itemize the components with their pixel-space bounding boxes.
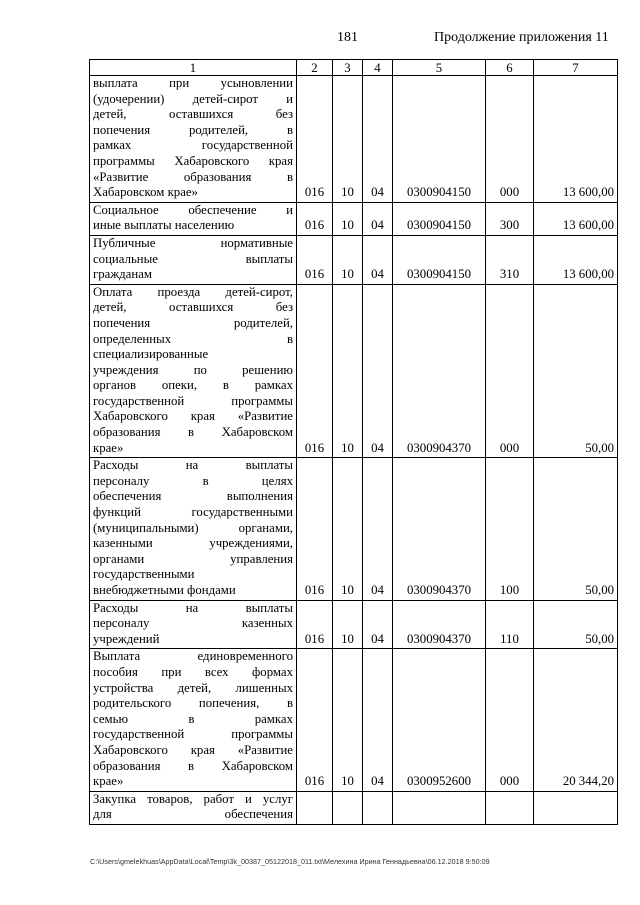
table-row bbox=[90, 202, 618, 235]
table-row bbox=[90, 791, 618, 824]
description-line: обеспечения выполнения bbox=[93, 489, 293, 504]
description-line: Расходы на выплаты bbox=[93, 600, 293, 615]
table-header-row bbox=[90, 60, 618, 76]
col-header: 6 bbox=[486, 60, 534, 76]
section-code-cell: 10 bbox=[333, 76, 363, 203]
row-description bbox=[90, 600, 297, 649]
col-header: 1 bbox=[90, 60, 297, 76]
section-code-cell: 10 bbox=[333, 284, 363, 458]
section-code-cell: 10 bbox=[333, 202, 363, 235]
expense-type-code-cell: 100 bbox=[486, 458, 534, 600]
description-line: Выплата единовременного bbox=[93, 649, 293, 664]
file-path-footer: C:\Users\gmelekhuas\AppData\Local\Temp\3k_00387_05122018_011.txt\Мелехина Ирина Геннадьевна\06.12.2018 9:50:09 bbox=[90, 857, 490, 866]
section-code-cell: 10 bbox=[333, 458, 363, 600]
target-article-code-cell bbox=[393, 791, 486, 824]
description-line: государственными bbox=[93, 567, 195, 582]
expense-type-code-cell: 310 bbox=[486, 235, 534, 284]
amount-cell: 50,00 bbox=[534, 600, 618, 649]
expense-type-code-cell: 000 bbox=[486, 649, 534, 791]
subsection-code-cell: 04 bbox=[363, 284, 393, 458]
description-line: родительского попечения, в bbox=[93, 696, 293, 711]
subsection-code-cell: 04 bbox=[363, 458, 393, 600]
ministry-code-cell: 016 bbox=[297, 458, 333, 600]
description-line: государственной программы bbox=[93, 393, 293, 408]
budget-table bbox=[89, 59, 618, 825]
target-article-code-cell: 0300904370 bbox=[393, 458, 486, 600]
amount-cell: 13 600,00 bbox=[534, 235, 618, 284]
description-line: образования в Хабаровском bbox=[93, 425, 293, 440]
section-code-cell: 10 bbox=[333, 649, 363, 791]
subsection-code-cell: 04 bbox=[363, 600, 393, 649]
description-line: семью в рамках bbox=[93, 711, 293, 726]
col-header: 2 bbox=[297, 60, 333, 76]
description-line: государственной программы bbox=[93, 727, 293, 742]
ministry-code-cell: 016 bbox=[297, 600, 333, 649]
description-line: гражданам bbox=[93, 267, 152, 282]
description-line: для обеспечения bbox=[93, 807, 293, 822]
expense-type-code-cell bbox=[486, 791, 534, 824]
expense-type-code-cell: 000 bbox=[486, 76, 534, 203]
row-description bbox=[90, 202, 297, 235]
description-line: детей, оставшихся без bbox=[93, 300, 293, 315]
ministry-code-cell bbox=[297, 791, 333, 824]
section-code-cell bbox=[333, 791, 363, 824]
description-line: рамках государственной bbox=[93, 138, 293, 153]
description-line: учреждений bbox=[93, 631, 160, 646]
subsection-code-cell: 04 bbox=[363, 76, 393, 203]
description-line: (удочерении) детей-сирот и bbox=[93, 91, 293, 106]
description-line: Закупка товаров, работ и услуг bbox=[93, 791, 293, 806]
col-header: 7 bbox=[534, 60, 618, 76]
description-line: выплата при усыновлении bbox=[93, 76, 293, 90]
amount-cell bbox=[534, 791, 618, 824]
subsection-code-cell: 04 bbox=[363, 202, 393, 235]
amount-cell: 50,00 bbox=[534, 458, 618, 600]
target-article-code-cell: 0300904370 bbox=[393, 284, 486, 458]
table-row bbox=[90, 235, 618, 284]
description-line: Социальное обеспечение и bbox=[93, 202, 293, 217]
table-row bbox=[90, 284, 618, 458]
row-description bbox=[90, 284, 297, 458]
description-line: персоналу в целях bbox=[93, 473, 293, 488]
description-line: функций государственными bbox=[93, 505, 293, 520]
table-row bbox=[90, 76, 618, 203]
description-line: органов опеки, в рамках bbox=[93, 378, 293, 393]
description-line: попечения родителей, в bbox=[93, 122, 293, 137]
description-line: учреждения по решению bbox=[93, 362, 293, 377]
description-line: внебюджетными фондами bbox=[93, 583, 236, 597]
description-line: «Развитие образования в bbox=[93, 169, 293, 184]
table-row bbox=[90, 600, 618, 649]
expense-type-code-cell: 300 bbox=[486, 202, 534, 235]
table-row bbox=[90, 458, 618, 600]
description-line: Хабаровского края «Развитие bbox=[93, 409, 293, 424]
col-header: 4 bbox=[363, 60, 393, 76]
ministry-code-cell: 016 bbox=[297, 76, 333, 203]
section-code-cell: 10 bbox=[333, 235, 363, 284]
description-line: попечения родителей, bbox=[93, 315, 293, 330]
ministry-code-cell: 016 bbox=[297, 649, 333, 791]
description-line: персоналу казенных bbox=[93, 616, 293, 631]
description-line: устройства детей, лишенных bbox=[93, 680, 293, 695]
continuation-title: Продолжение приложения 11 bbox=[434, 30, 609, 45]
description-line: Хабаровском крае» bbox=[93, 185, 198, 200]
col-header: 3 bbox=[333, 60, 363, 76]
ministry-code-cell: 016 bbox=[297, 235, 333, 284]
description-line: Расходы на выплаты bbox=[93, 458, 293, 473]
ministry-code-cell: 016 bbox=[297, 284, 333, 458]
subsection-code-cell: 04 bbox=[363, 235, 393, 284]
row-description bbox=[90, 76, 297, 203]
ministry-code-cell: 016 bbox=[297, 202, 333, 235]
expense-type-code-cell: 110 bbox=[486, 600, 534, 649]
subsection-code-cell bbox=[363, 791, 393, 824]
page-number: 181 bbox=[337, 30, 358, 45]
col-header: 5 bbox=[393, 60, 486, 76]
row-description bbox=[90, 791, 297, 824]
target-article-code-cell: 0300904150 bbox=[393, 76, 486, 203]
description-line: детей, оставшихся без bbox=[93, 107, 293, 122]
description-line: (муниципальными) органами, bbox=[93, 520, 293, 535]
description-line: определенных в bbox=[93, 331, 293, 346]
target-article-code-cell: 0300904150 bbox=[393, 235, 486, 284]
description-line: специализированные bbox=[93, 347, 209, 362]
description-line: социальные выплаты bbox=[93, 251, 293, 266]
description-line: иные выплаты населению bbox=[93, 218, 235, 233]
table-body bbox=[90, 76, 618, 825]
target-article-code-cell: 0300904370 bbox=[393, 600, 486, 649]
description-line: крае» bbox=[93, 774, 124, 789]
amount-cell: 13 600,00 bbox=[534, 202, 618, 235]
subsection-code-cell: 04 bbox=[363, 649, 393, 791]
description-line: крае» bbox=[93, 440, 124, 455]
description-line: Хабаровского края «Развитие bbox=[93, 742, 293, 757]
description-line: казенными учреждениями, bbox=[93, 536, 293, 551]
table-row bbox=[90, 649, 618, 791]
description-line: органами управления bbox=[93, 551, 293, 566]
amount-cell: 50,00 bbox=[534, 284, 618, 458]
amount-cell: 13 600,00 bbox=[534, 76, 618, 203]
target-article-code-cell: 0300952600 bbox=[393, 649, 486, 791]
description-line: образования в Хабаровском bbox=[93, 758, 293, 773]
row-description bbox=[90, 458, 297, 600]
description-line: Оплата проезда детей-сирот, bbox=[93, 284, 293, 299]
target-article-code-cell: 0300904150 bbox=[393, 202, 486, 235]
description-line: Публичные нормативные bbox=[93, 235, 293, 250]
section-code-cell: 10 bbox=[333, 600, 363, 649]
expense-type-code-cell: 000 bbox=[486, 284, 534, 458]
row-description bbox=[90, 235, 297, 284]
row-description bbox=[90, 649, 297, 791]
description-line: программы Хабаровского края bbox=[93, 153, 293, 168]
amount-cell: 20 344,20 bbox=[534, 649, 618, 791]
description-line: пособия при всех формах bbox=[93, 664, 293, 679]
